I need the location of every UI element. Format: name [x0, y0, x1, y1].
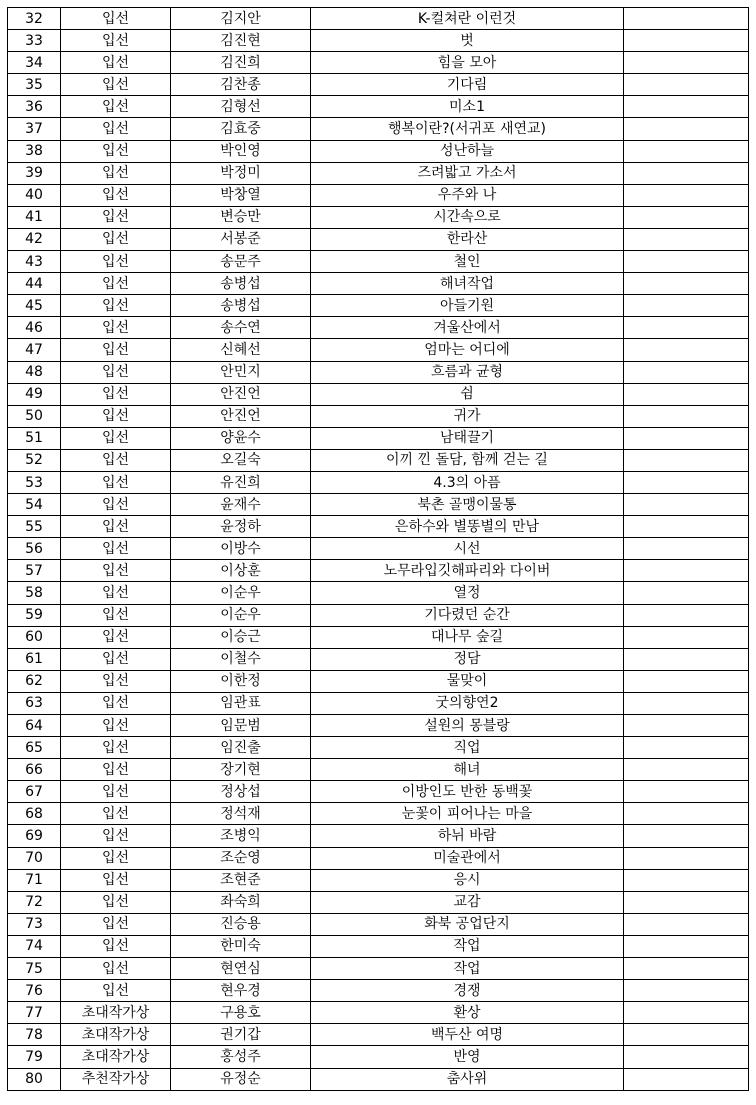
note-cell — [624, 317, 749, 339]
note-cell — [624, 980, 749, 1002]
author-name-cell: 신혜선 — [171, 339, 311, 361]
note-cell — [624, 759, 749, 781]
row-number-cell: 72 — [8, 891, 61, 913]
table-row — [8, 648, 749, 670]
author-name-cell: 임진출 — [171, 737, 311, 759]
work-title-cell: 하뉘 바람 — [311, 825, 624, 847]
note-cell — [624, 339, 749, 361]
note-cell — [624, 935, 749, 957]
award-category-cell: 입선 — [61, 30, 171, 52]
work-title-cell: 백두산 여명 — [311, 1024, 624, 1046]
work-title-cell: 열정 — [311, 582, 624, 604]
award-category-cell: 입선 — [61, 604, 171, 626]
table-row — [8, 140, 749, 162]
note-cell — [624, 74, 749, 96]
author-name-cell: 이순우 — [171, 604, 311, 626]
row-number-cell: 47 — [8, 339, 61, 361]
note-cell — [624, 383, 749, 405]
work-title-cell: 귀가 — [311, 405, 624, 427]
row-number-cell: 44 — [8, 273, 61, 295]
row-number-cell: 50 — [8, 405, 61, 427]
award-category-cell: 입선 — [61, 273, 171, 295]
award-category-cell: 입선 — [61, 494, 171, 516]
table-row — [8, 162, 749, 184]
award-category-cell: 입선 — [61, 538, 171, 560]
row-number-cell: 62 — [8, 670, 61, 692]
note-cell — [624, 494, 749, 516]
row-number-cell: 74 — [8, 935, 61, 957]
work-title-cell: 경쟁 — [311, 980, 624, 1002]
author-name-cell: 송문주 — [171, 251, 311, 273]
award-category-cell: 입선 — [61, 670, 171, 692]
author-name-cell: 장기현 — [171, 759, 311, 781]
note-cell — [624, 626, 749, 648]
table-row — [8, 670, 749, 692]
work-title-cell: 굿의향연2 — [311, 692, 624, 714]
table-row — [8, 781, 749, 803]
work-title-cell: 은하수와 별똥별의 만남 — [311, 516, 624, 538]
work-title-cell: 반영 — [311, 1046, 624, 1068]
row-number-cell: 43 — [8, 251, 61, 273]
work-title-cell: 직업 — [311, 737, 624, 759]
row-number-cell: 48 — [8, 361, 61, 383]
row-number-cell: 66 — [8, 759, 61, 781]
table-row — [8, 317, 749, 339]
work-title-cell: 한라산 — [311, 228, 624, 250]
author-name-cell: 안진언 — [171, 405, 311, 427]
award-category-cell: 입선 — [61, 913, 171, 935]
row-number-cell: 69 — [8, 825, 61, 847]
row-number-cell: 76 — [8, 980, 61, 1002]
note-cell — [624, 471, 749, 493]
row-number-cell: 58 — [8, 582, 61, 604]
work-title-cell: 화북 공업단지 — [311, 913, 624, 935]
table-row — [8, 52, 749, 74]
award-category-cell: 입선 — [61, 228, 171, 250]
award-category-cell: 입선 — [61, 206, 171, 228]
row-number-cell: 42 — [8, 228, 61, 250]
table-row — [8, 96, 749, 118]
note-cell — [624, 1046, 749, 1068]
table-row — [8, 958, 749, 980]
table-row — [8, 228, 749, 250]
note-cell — [624, 825, 749, 847]
author-name-cell: 유정순 — [171, 1068, 311, 1090]
table-row — [8, 560, 749, 582]
table-row — [8, 516, 749, 538]
note-cell — [624, 206, 749, 228]
note-cell — [624, 715, 749, 737]
row-number-cell: 35 — [8, 74, 61, 96]
work-title-cell: 시간속으로 — [311, 206, 624, 228]
note-cell — [624, 869, 749, 891]
table-row — [8, 582, 749, 604]
award-category-cell: 입선 — [61, 383, 171, 405]
author-name-cell: 김찬종 — [171, 74, 311, 96]
author-name-cell: 윤재수 — [171, 494, 311, 516]
award-category-cell: 입선 — [61, 162, 171, 184]
work-title-cell: 시선 — [311, 538, 624, 560]
note-cell — [624, 516, 749, 538]
note-cell — [624, 958, 749, 980]
author-name-cell: 이철수 — [171, 648, 311, 670]
author-name-cell: 김진희 — [171, 52, 311, 74]
author-name-cell: 임관표 — [171, 692, 311, 714]
table-row — [8, 692, 749, 714]
row-number-cell: 57 — [8, 560, 61, 582]
table-row — [8, 251, 749, 273]
award-category-cell: 입선 — [61, 74, 171, 96]
work-title-cell: 미소1 — [311, 96, 624, 118]
author-name-cell: 한미숙 — [171, 935, 311, 957]
note-cell — [624, 449, 749, 471]
note-cell — [624, 162, 749, 184]
row-number-cell: 39 — [8, 162, 61, 184]
work-title-cell: 해녀작업 — [311, 273, 624, 295]
table-row — [8, 825, 749, 847]
work-title-cell: 환상 — [311, 1002, 624, 1024]
table-row — [8, 1046, 749, 1068]
work-title-cell: 응시 — [311, 869, 624, 891]
work-title-cell: 눈꽃이 피어나는 마을 — [311, 803, 624, 825]
note-cell — [624, 295, 749, 317]
note-cell — [624, 361, 749, 383]
award-category-cell: 입선 — [61, 582, 171, 604]
table-row — [8, 206, 749, 228]
note-cell — [624, 913, 749, 935]
award-category-cell: 입선 — [61, 251, 171, 273]
author-name-cell: 유진희 — [171, 471, 311, 493]
work-title-cell: 노무라입깃해파리와 다이버 — [311, 560, 624, 582]
table-row — [8, 449, 749, 471]
table-row — [8, 273, 749, 295]
author-name-cell: 안민지 — [171, 361, 311, 383]
table-row — [8, 471, 749, 493]
work-title-cell: 쉼 — [311, 383, 624, 405]
note-cell — [624, 803, 749, 825]
award-category-cell: 입선 — [61, 869, 171, 891]
row-number-cell: 38 — [8, 140, 61, 162]
table-row — [8, 869, 749, 891]
table-row — [8, 891, 749, 913]
row-number-cell: 54 — [8, 494, 61, 516]
note-cell — [624, 1002, 749, 1024]
row-number-cell: 49 — [8, 383, 61, 405]
award-category-cell: 입선 — [61, 958, 171, 980]
note-cell — [624, 538, 749, 560]
work-title-cell: 춤사위 — [311, 1068, 624, 1090]
note-cell — [624, 781, 749, 803]
note-cell — [624, 8, 749, 30]
row-number-cell: 36 — [8, 96, 61, 118]
row-number-cell: 52 — [8, 449, 61, 471]
author-name-cell: 안진언 — [171, 383, 311, 405]
row-number-cell: 80 — [8, 1068, 61, 1090]
award-category-cell: 초대작가상 — [61, 1046, 171, 1068]
row-number-cell: 59 — [8, 604, 61, 626]
author-name-cell: 김진현 — [171, 30, 311, 52]
award-category-cell: 입선 — [61, 781, 171, 803]
table-row — [8, 118, 749, 140]
note-cell — [624, 228, 749, 250]
work-title-cell: 작업 — [311, 958, 624, 980]
note-cell — [624, 1024, 749, 1046]
table-row — [8, 803, 749, 825]
awards-table-body — [8, 8, 749, 1091]
author-name-cell: 윤정하 — [171, 516, 311, 538]
work-title-cell: 4.3의 아픔 — [311, 471, 624, 493]
work-title-cell: 대나무 숲길 — [311, 626, 624, 648]
table-row — [8, 759, 749, 781]
work-title-cell: 기다렸던 순간 — [311, 604, 624, 626]
row-number-cell: 60 — [8, 626, 61, 648]
author-name-cell: 이한정 — [171, 670, 311, 692]
work-title-cell: 북촌 골맹이물통 — [311, 494, 624, 516]
table-row — [8, 1068, 749, 1090]
table-row — [8, 295, 749, 317]
table-row — [8, 626, 749, 648]
note-cell — [624, 184, 749, 206]
note-cell — [624, 30, 749, 52]
author-name-cell: 이상훈 — [171, 560, 311, 582]
row-number-cell: 78 — [8, 1024, 61, 1046]
author-name-cell: 임문범 — [171, 715, 311, 737]
note-cell — [624, 118, 749, 140]
row-number-cell: 70 — [8, 847, 61, 869]
note-cell — [624, 1068, 749, 1090]
author-name-cell: 송병섭 — [171, 273, 311, 295]
award-category-cell: 입선 — [61, 317, 171, 339]
table-row — [8, 361, 749, 383]
author-name-cell: 변승만 — [171, 206, 311, 228]
award-category-cell: 입선 — [61, 52, 171, 74]
row-number-cell: 37 — [8, 118, 61, 140]
row-number-cell: 32 — [8, 8, 61, 30]
work-title-cell: 흐름과 균형 — [311, 361, 624, 383]
author-name-cell: 김형선 — [171, 96, 311, 118]
row-number-cell: 65 — [8, 737, 61, 759]
row-number-cell: 67 — [8, 781, 61, 803]
table-row — [8, 30, 749, 52]
work-title-cell: 성난하늘 — [311, 140, 624, 162]
table-row — [8, 405, 749, 427]
note-cell — [624, 560, 749, 582]
row-number-cell: 51 — [8, 427, 61, 449]
row-number-cell: 79 — [8, 1046, 61, 1068]
author-name-cell: 김지안 — [171, 8, 311, 30]
row-number-cell: 46 — [8, 317, 61, 339]
work-title-cell: 미술관에서 — [311, 847, 624, 869]
table-row — [8, 935, 749, 957]
author-name-cell: 박인영 — [171, 140, 311, 162]
row-number-cell: 53 — [8, 471, 61, 493]
row-number-cell: 45 — [8, 295, 61, 317]
table-row — [8, 8, 749, 30]
award-category-cell: 입선 — [61, 759, 171, 781]
award-category-cell: 입선 — [61, 847, 171, 869]
work-title-cell: 철인 — [311, 251, 624, 273]
note-cell — [624, 140, 749, 162]
work-title-cell: 교감 — [311, 891, 624, 913]
note-cell — [624, 251, 749, 273]
work-title-cell: 벗 — [311, 30, 624, 52]
award-category-cell: 입선 — [61, 339, 171, 361]
table-row — [8, 604, 749, 626]
row-number-cell: 34 — [8, 52, 61, 74]
table-row — [8, 494, 749, 516]
table-row — [8, 538, 749, 560]
note-cell — [624, 847, 749, 869]
author-name-cell: 현연심 — [171, 958, 311, 980]
author-name-cell: 조병익 — [171, 825, 311, 847]
table-row — [8, 980, 749, 1002]
row-number-cell: 68 — [8, 803, 61, 825]
row-number-cell: 40 — [8, 184, 61, 206]
author-name-cell: 조현준 — [171, 869, 311, 891]
note-cell — [624, 604, 749, 626]
work-title-cell: 기다림 — [311, 74, 624, 96]
note-cell — [624, 427, 749, 449]
author-name-cell: 양윤수 — [171, 427, 311, 449]
work-title-cell: 힘을 모아 — [311, 52, 624, 74]
awards-table — [7, 7, 749, 1091]
award-category-cell: 입선 — [61, 891, 171, 913]
award-category-cell: 입선 — [61, 295, 171, 317]
award-category-cell: 입선 — [61, 184, 171, 206]
award-category-cell: 추천작가상 — [61, 1068, 171, 1090]
award-category-cell: 입선 — [61, 560, 171, 582]
row-number-cell: 55 — [8, 516, 61, 538]
row-number-cell: 77 — [8, 1002, 61, 1024]
note-cell — [624, 52, 749, 74]
table-row — [8, 1024, 749, 1046]
award-category-cell: 입선 — [61, 405, 171, 427]
work-title-cell: 해녀 — [311, 759, 624, 781]
row-number-cell: 33 — [8, 30, 61, 52]
table-row — [8, 184, 749, 206]
note-cell — [624, 891, 749, 913]
note-cell — [624, 96, 749, 118]
author-name-cell: 송병섭 — [171, 295, 311, 317]
award-category-cell: 입선 — [61, 935, 171, 957]
award-category-cell: 입선 — [61, 96, 171, 118]
table-row — [8, 427, 749, 449]
row-number-cell: 64 — [8, 715, 61, 737]
author-name-cell: 이승근 — [171, 626, 311, 648]
award-category-cell: 입선 — [61, 140, 171, 162]
author-name-cell: 오길숙 — [171, 449, 311, 471]
table-row — [8, 74, 749, 96]
author-name-cell: 송수연 — [171, 317, 311, 339]
author-name-cell: 홍성주 — [171, 1046, 311, 1068]
award-category-cell: 초대작가상 — [61, 1024, 171, 1046]
work-title-cell: K-컬쳐란 이런것 — [311, 8, 624, 30]
note-cell — [624, 737, 749, 759]
author-name-cell: 좌숙희 — [171, 891, 311, 913]
table-row — [8, 737, 749, 759]
table-row — [8, 383, 749, 405]
row-number-cell: 71 — [8, 869, 61, 891]
award-category-cell: 입선 — [61, 737, 171, 759]
table-row — [8, 339, 749, 361]
author-name-cell: 이순우 — [171, 582, 311, 604]
award-category-cell: 입선 — [61, 449, 171, 471]
author-name-cell: 박정미 — [171, 162, 311, 184]
work-title-cell: 작업 — [311, 935, 624, 957]
author-name-cell: 정석재 — [171, 803, 311, 825]
note-cell — [624, 670, 749, 692]
author-name-cell: 박창열 — [171, 184, 311, 206]
work-title-cell: 아들기원 — [311, 295, 624, 317]
author-name-cell: 진승용 — [171, 913, 311, 935]
row-number-cell: 61 — [8, 648, 61, 670]
award-category-cell: 입선 — [61, 980, 171, 1002]
award-category-cell: 입선 — [61, 471, 171, 493]
work-title-cell: 남태끌기 — [311, 427, 624, 449]
author-name-cell: 김효중 — [171, 118, 311, 140]
row-number-cell: 63 — [8, 692, 61, 714]
award-category-cell: 입선 — [61, 626, 171, 648]
author-name-cell: 서봉준 — [171, 228, 311, 250]
table-row — [8, 913, 749, 935]
award-category-cell: 입선 — [61, 516, 171, 538]
work-title-cell: 행복이란?(서귀포 새연교) — [311, 118, 624, 140]
author-name-cell: 현우경 — [171, 980, 311, 1002]
note-cell — [624, 405, 749, 427]
award-category-cell: 입선 — [61, 361, 171, 383]
award-category-cell: 입선 — [61, 715, 171, 737]
table-row — [8, 847, 749, 869]
work-title-cell: 이끼 낀 돌담, 함께 걷는 길 — [311, 449, 624, 471]
note-cell — [624, 582, 749, 604]
award-category-cell: 입선 — [61, 692, 171, 714]
author-name-cell: 조순영 — [171, 847, 311, 869]
work-title-cell: 즈려밟고 가소서 — [311, 162, 624, 184]
author-name-cell: 이방수 — [171, 538, 311, 560]
row-number-cell: 73 — [8, 913, 61, 935]
author-name-cell: 구용호 — [171, 1002, 311, 1024]
note-cell — [624, 692, 749, 714]
award-category-cell: 입선 — [61, 8, 171, 30]
note-cell — [624, 648, 749, 670]
work-title-cell: 겨울산에서 — [311, 317, 624, 339]
award-category-cell: 입선 — [61, 118, 171, 140]
row-number-cell: 56 — [8, 538, 61, 560]
award-category-cell: 입선 — [61, 427, 171, 449]
award-category-cell: 입선 — [61, 648, 171, 670]
author-name-cell: 권기갑 — [171, 1024, 311, 1046]
table-row — [8, 715, 749, 737]
award-category-cell: 입선 — [61, 825, 171, 847]
row-number-cell: 75 — [8, 958, 61, 980]
award-category-cell: 초대작가상 — [61, 1002, 171, 1024]
work-title-cell: 설원의 몽블랑 — [311, 715, 624, 737]
work-title-cell: 물맞이 — [311, 670, 624, 692]
work-title-cell: 이방인도 반한 동백꽃 — [311, 781, 624, 803]
row-number-cell: 41 — [8, 206, 61, 228]
table-row — [8, 1002, 749, 1024]
award-category-cell: 입선 — [61, 803, 171, 825]
work-title-cell: 엄마는 어디에 — [311, 339, 624, 361]
note-cell — [624, 273, 749, 295]
author-name-cell: 정상섭 — [171, 781, 311, 803]
work-title-cell: 우주와 나 — [311, 184, 624, 206]
work-title-cell: 정담 — [311, 648, 624, 670]
